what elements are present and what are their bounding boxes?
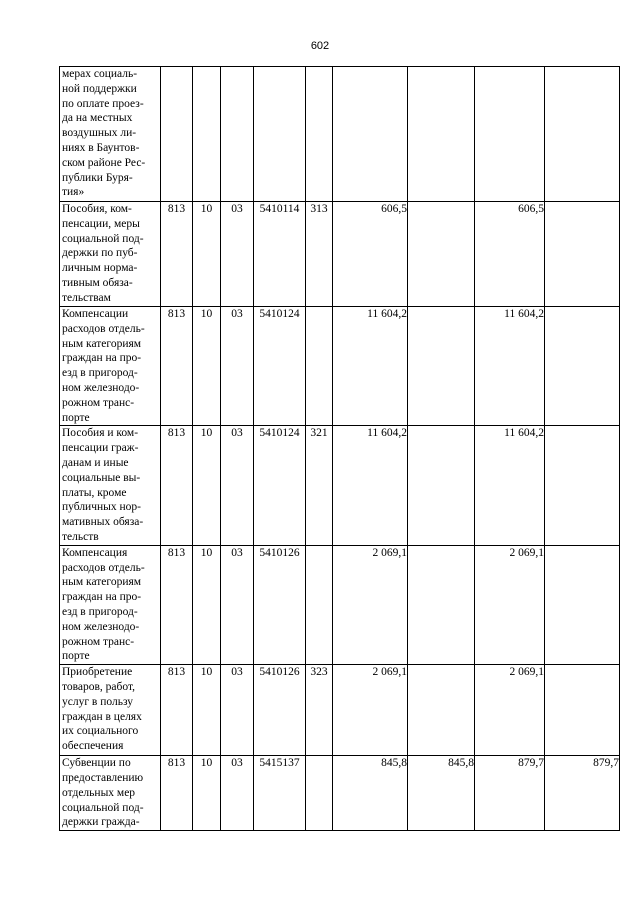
amount-cell-1: 2 069,1 [333, 665, 408, 756]
grbs-cell: 813 [161, 756, 193, 831]
amount-cell-4: 879,7 [545, 756, 620, 831]
table-row [60, 307, 620, 426]
amount-cell-4 [545, 426, 620, 545]
grbs-cell: 813 [161, 307, 193, 426]
amount-cell-1: 2 069,1 [333, 545, 408, 664]
amount-cell-1 [333, 67, 408, 202]
amount-cell-2 [408, 665, 475, 756]
grbs-cell [161, 67, 193, 202]
section-cell: 10 [193, 202, 221, 307]
row-name-cell: Компенсации расходов отдель- ным категориям граждан на про- езд в пригород- ном железнодо- рожном транс- порте [60, 307, 161, 426]
amount-cell-3 [475, 67, 545, 202]
amount-cell-3: 606,5 [475, 202, 545, 307]
target-article-cell: 5410124 [254, 426, 306, 545]
amount-cell-2 [408, 426, 475, 545]
amount-cell-4 [545, 665, 620, 756]
amount-cell-2: 845,8 [408, 756, 475, 831]
amount-cell-4 [545, 545, 620, 664]
amount-cell-4 [545, 202, 620, 307]
row-name-cell: Пособия и ком- пенсации граж- данам и иные социальные вы- платы, кроме публичных нор- мативных обяза- тельств [60, 426, 161, 545]
target-article-cell: 5410126 [254, 545, 306, 664]
budget-table [59, 66, 620, 831]
amount-cell-2 [408, 545, 475, 664]
expense-type-cell [306, 756, 333, 831]
target-article-cell [254, 67, 306, 202]
amount-cell-3: 2 069,1 [475, 665, 545, 756]
table-row [60, 67, 620, 202]
section-cell: 10 [193, 426, 221, 545]
amount-cell-1: 845,8 [333, 756, 408, 831]
table-row [60, 202, 620, 307]
section-cell: 10 [193, 545, 221, 664]
grbs-cell: 813 [161, 426, 193, 545]
amount-cell-3: 2 069,1 [475, 545, 545, 664]
row-name-cell: Пособия, ком- пенсации, меры социальной под- держки по пуб- личным норма- тивным обяза- тельствам [60, 202, 161, 307]
amount-cell-1: 606,5 [333, 202, 408, 307]
table-row [60, 665, 620, 756]
amount-cell-1: 11 604,2 [333, 307, 408, 426]
target-article-cell: 5415137 [254, 756, 306, 831]
grbs-cell: 813 [161, 545, 193, 664]
amount-cell-4 [545, 67, 620, 202]
amount-cell-1: 11 604,2 [333, 426, 408, 545]
target-article-cell: 5410124 [254, 307, 306, 426]
subsection-cell [221, 67, 254, 202]
page-number: 602 [310, 40, 330, 52]
amount-cell-2 [408, 202, 475, 307]
section-cell [193, 67, 221, 202]
amount-cell-2 [408, 307, 475, 426]
row-name-cell: Приобретение товаров, работ, услуг в пользу граждан в целях их социального обеспечения [60, 665, 161, 756]
row-name-cell: мерах социаль- ной поддержки по оплате проез- да на местных воздушных ли- ниях в Баунтов- ском районе Рес- публики Буря- тия» [60, 67, 161, 202]
table-row [60, 756, 620, 831]
section-cell: 10 [193, 307, 221, 426]
subsection-cell: 03 [221, 665, 254, 756]
row-name-cell: Субвенции по предоставлению отдельных мер социальной под- держки гражда- [60, 756, 161, 831]
grbs-cell: 813 [161, 202, 193, 307]
amount-cell-4 [545, 307, 620, 426]
table-row [60, 545, 620, 664]
subsection-cell: 03 [221, 307, 254, 426]
grbs-cell: 813 [161, 665, 193, 756]
section-cell: 10 [193, 756, 221, 831]
subsection-cell: 03 [221, 756, 254, 831]
target-article-cell: 5410126 [254, 665, 306, 756]
amount-cell-2 [408, 67, 475, 202]
subsection-cell: 03 [221, 545, 254, 664]
amount-cell-3: 879,7 [475, 756, 545, 831]
expense-type-cell: 321 [306, 426, 333, 545]
subsection-cell: 03 [221, 426, 254, 545]
amount-cell-3: 11 604,2 [475, 426, 545, 545]
section-cell: 10 [193, 665, 221, 756]
expense-type-cell: 323 [306, 665, 333, 756]
row-name-cell: Компенсация расходов отдель- ным категориям граждан на про- езд в пригород- ном железнодо- рожном транс- порте [60, 545, 161, 664]
expense-type-cell: 313 [306, 202, 333, 307]
expense-type-cell [306, 67, 333, 202]
subsection-cell: 03 [221, 202, 254, 307]
table-row [60, 426, 620, 545]
target-article-cell: 5410114 [254, 202, 306, 307]
expense-type-cell [306, 545, 333, 664]
amount-cell-3: 11 604,2 [475, 307, 545, 426]
expense-type-cell [306, 307, 333, 426]
